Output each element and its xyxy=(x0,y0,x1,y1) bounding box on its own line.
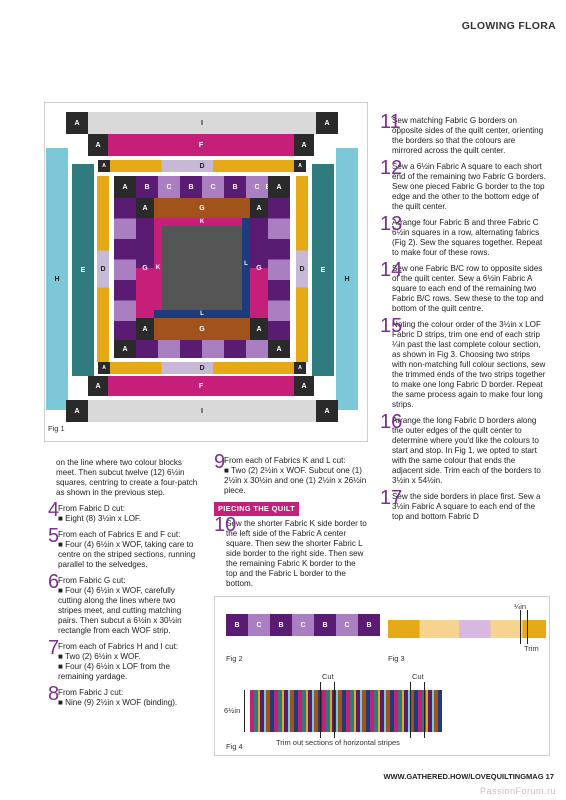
section-heading: PIECING THE QUILT xyxy=(214,502,299,516)
block-A: A xyxy=(316,400,338,422)
fig2-row xyxy=(226,614,380,636)
block-A: A xyxy=(66,400,88,422)
block-A: A xyxy=(136,198,154,218)
border-H-right: H xyxy=(336,148,358,410)
fig2-square-C: C xyxy=(292,614,314,636)
border-K-top: K xyxy=(154,218,250,226)
block-A: A xyxy=(294,376,314,396)
block-A: A xyxy=(66,112,88,134)
block-C: C xyxy=(202,176,224,198)
border-G-right: G xyxy=(250,218,268,318)
step-text: Sew the side borders in place first. Sew a 3½in Fabric A square to each end of the top and bottom Fabric D xyxy=(392,492,541,521)
step-15 xyxy=(380,315,546,410)
step-number: 16 xyxy=(380,411,403,433)
step-number: 9 xyxy=(214,451,226,473)
block-A: A xyxy=(98,160,110,172)
step-bullet: ■ Two (2) 2½in x WOF. Subcut one (1) 2½in x 30½in and one (1) 2½in x 26½in piece. xyxy=(224,466,367,495)
step-number: 5 xyxy=(48,525,60,547)
middle-column xyxy=(214,451,368,595)
fig2-label: Fig 2 xyxy=(226,654,243,663)
block-A: A xyxy=(268,340,290,358)
step-5 xyxy=(48,525,200,570)
border-L-right: L xyxy=(242,218,250,310)
block-A: A xyxy=(88,376,108,396)
fig4-height-line xyxy=(244,690,245,732)
step-number: 8 xyxy=(48,683,60,705)
border-I-top: I xyxy=(88,112,316,134)
fig2-square-C: C xyxy=(248,614,270,636)
fig4-cut-label: Cut xyxy=(412,672,424,681)
step-text: From Fabric J cut: xyxy=(58,688,124,697)
step-number: 10 xyxy=(214,514,237,536)
step-12 xyxy=(380,157,546,212)
step-number: 14 xyxy=(380,259,403,281)
left-column xyxy=(48,458,200,714)
step-14 xyxy=(380,259,546,314)
block-B: B xyxy=(136,176,158,198)
step-text: From Fabric G cut: xyxy=(58,576,126,585)
fig2-square-B: B xyxy=(358,614,380,636)
block-A: A xyxy=(88,134,108,156)
footer-text: WWW.GATHERED.HOW/LOVEQUILTINGMAG 17 xyxy=(383,772,554,781)
step-bullet: ■ Two (2) 6½in x WOF. xyxy=(58,652,141,661)
border-D-bottom: D xyxy=(110,362,294,374)
bc-bottom-row xyxy=(136,340,268,358)
block-A: A xyxy=(294,134,314,156)
block-A: A xyxy=(114,340,136,358)
page-header-title: GLOWING FLORA xyxy=(461,20,556,32)
step-11 xyxy=(380,111,546,156)
step-bullet: ■ Four (4) 6½in x WOF, carefully cutting along the lines where two stripes meet, and cutting matching pairs. Then subcut a 6½in x 30½in rectangle from each WOF strip. xyxy=(58,586,182,635)
fig2-square-B: B xyxy=(270,614,292,636)
block-A: A xyxy=(268,176,290,198)
fig4-height-label: 6½in xyxy=(224,706,241,715)
center-square-A xyxy=(162,226,242,310)
fig3-trim-label: Trim xyxy=(524,644,539,653)
step-text: From each of Fabrics H and I cut: xyxy=(58,642,179,651)
block-B: B xyxy=(180,176,202,198)
step-text: From Fabric D cut: xyxy=(58,504,126,513)
fig3-quarter-label: ¼in xyxy=(514,602,527,611)
step-number: 4 xyxy=(48,499,60,521)
step-7 xyxy=(48,637,200,682)
fig4-cut-line xyxy=(320,682,321,738)
step-16 xyxy=(380,411,546,486)
fig3-trim-line xyxy=(527,610,528,644)
fig1-label: Fig 1 xyxy=(48,424,65,433)
step-text: Sew a 6½in Fabric A square to each short end of the remaining two Fabric G borders. Sew one pieced Fabric G border to the top edge and the other to the bottom edge of the quilt center. xyxy=(392,162,546,211)
border-L-bottom: L xyxy=(154,310,250,318)
fig4-cut-line xyxy=(410,682,411,738)
step-text: Arrange four Fabric B and three Fabric C 6½in squares in a row, alternating fabrics (Fig 2). Sew the squares together. Repeat to make four of these rows. xyxy=(392,218,543,257)
border-D-right: D xyxy=(296,176,308,362)
step-text: From each of Fabrics K and L cut: xyxy=(224,456,346,465)
step-text: Sew the shorter Fabric K side border to the left side of the Fabric A center square. Then sew the shorter Fabric L side border to the right side. Then sew the remaining Fabric K border to the top and the Fabric L border to the bottom. xyxy=(226,519,367,588)
fig2-square-B: B xyxy=(314,614,336,636)
step-number: 12 xyxy=(380,157,403,179)
border-F-top: F xyxy=(108,134,294,156)
step-text: Noting the colour order of the 3½in x LOF Fabric D strips, trim one end of each strip ¼in past the last complete colour section, as shown in Fig 3. Choosing two strips with non-matching full colour sections, sew the trimmed ends of the two strips together to make one long Fabric D border. Repeat the same process again to make four long strips. xyxy=(392,320,546,409)
step-bullet: ■ Four (4) 6½in x WOF, taking care to centre on the striped sections, running parallel to the selvedges. xyxy=(58,540,196,569)
border-K-left: K xyxy=(154,226,162,310)
block-C: C xyxy=(158,176,180,198)
border-E-left: E xyxy=(72,164,94,376)
block-A: A xyxy=(136,318,154,340)
watermark: PassionForum.ru xyxy=(479,786,556,796)
block-A: A xyxy=(250,198,268,218)
step-4 xyxy=(48,499,200,524)
fig3-strip xyxy=(388,620,546,638)
step-17 xyxy=(380,487,546,522)
block-A: A xyxy=(294,160,306,172)
fig2-square-B: B xyxy=(226,614,248,636)
block-A: A xyxy=(98,362,110,374)
border-D-left: D xyxy=(97,176,109,362)
block-A: A xyxy=(294,362,306,374)
step-number: 6 xyxy=(48,571,60,593)
block-A: A xyxy=(114,176,136,198)
fig4-label: Fig 4 xyxy=(226,742,243,751)
step-9 xyxy=(214,451,368,496)
bc-right-column xyxy=(268,198,290,342)
step-number: 11 xyxy=(380,111,401,133)
fig3-trim-line xyxy=(520,610,521,644)
fig2-square-C: C xyxy=(336,614,358,636)
step-13 xyxy=(380,213,546,258)
fig4-cut-line xyxy=(424,682,425,738)
border-G-left: G xyxy=(136,218,154,318)
block-A: A xyxy=(316,112,338,134)
block-B: B xyxy=(224,176,246,198)
border-H-left: H xyxy=(46,148,68,410)
step-10 xyxy=(214,514,368,589)
border-F-bottom: F xyxy=(108,376,294,396)
border-I-bottom: I xyxy=(88,400,316,422)
step-bullet: ■ Four (4) 6½in x LOF from the remaining yardage. xyxy=(58,662,170,681)
bc-left-column xyxy=(114,198,136,342)
step-number: 13 xyxy=(380,213,403,235)
step-number: 15 xyxy=(380,315,403,337)
step-number: 7 xyxy=(48,637,60,659)
step-text: From each of Fabrics E and F cut: xyxy=(58,530,181,539)
border-G-bottom: G xyxy=(154,318,250,340)
fig3-label: Fig 3 xyxy=(388,654,405,663)
step-text: Sew matching Fabric G borders on opposite sides of the quilt center, orienting the borders so that the colours are mirrored across the quilt center. xyxy=(392,116,544,155)
block-A: A xyxy=(250,318,268,340)
step-bullet: ■ Eight (8) 3½in x LOF. xyxy=(58,514,142,523)
fig4-cut-line xyxy=(334,682,335,738)
continued-text: on the line where two colour blocks meet. Then subcut twelve (12) 6½in squares, centring to create a four-patch as shown in the previous step. xyxy=(56,458,198,497)
block-C: C xyxy=(246,176,268,198)
step-6 xyxy=(48,571,200,636)
fig4-stripes xyxy=(250,690,442,732)
step-number: 17 xyxy=(380,487,403,509)
fig4-cut-label: Cut xyxy=(322,672,334,681)
right-column xyxy=(380,111,546,528)
border-G-top: G xyxy=(154,198,250,218)
step-bullet: ■ Nine (9) 2½in x WOF (binding). xyxy=(58,698,178,707)
step-text: Arrange the long Fabric D borders along the outer edges of the quilt center to determine where you'd like the colours to start and stop. In Fig 1, we opted to start with the same colour that ends the adjacent side. Trim each of the borders to 3½in x 54½in. xyxy=(392,416,541,485)
border-E-right: E xyxy=(312,164,334,376)
border-D-top: D xyxy=(110,160,294,172)
fig4-caption: Trim out sections of horizontal stripes xyxy=(276,738,400,747)
step-text: Sew one Fabric B/C row to opposite sides of the quilt center. Sew a 6½in Fabric A square to each end of the remaining two Fabric B/C rows. Sew these to the top and bottom of the quilt centre. xyxy=(392,264,544,313)
step-8 xyxy=(48,683,200,708)
